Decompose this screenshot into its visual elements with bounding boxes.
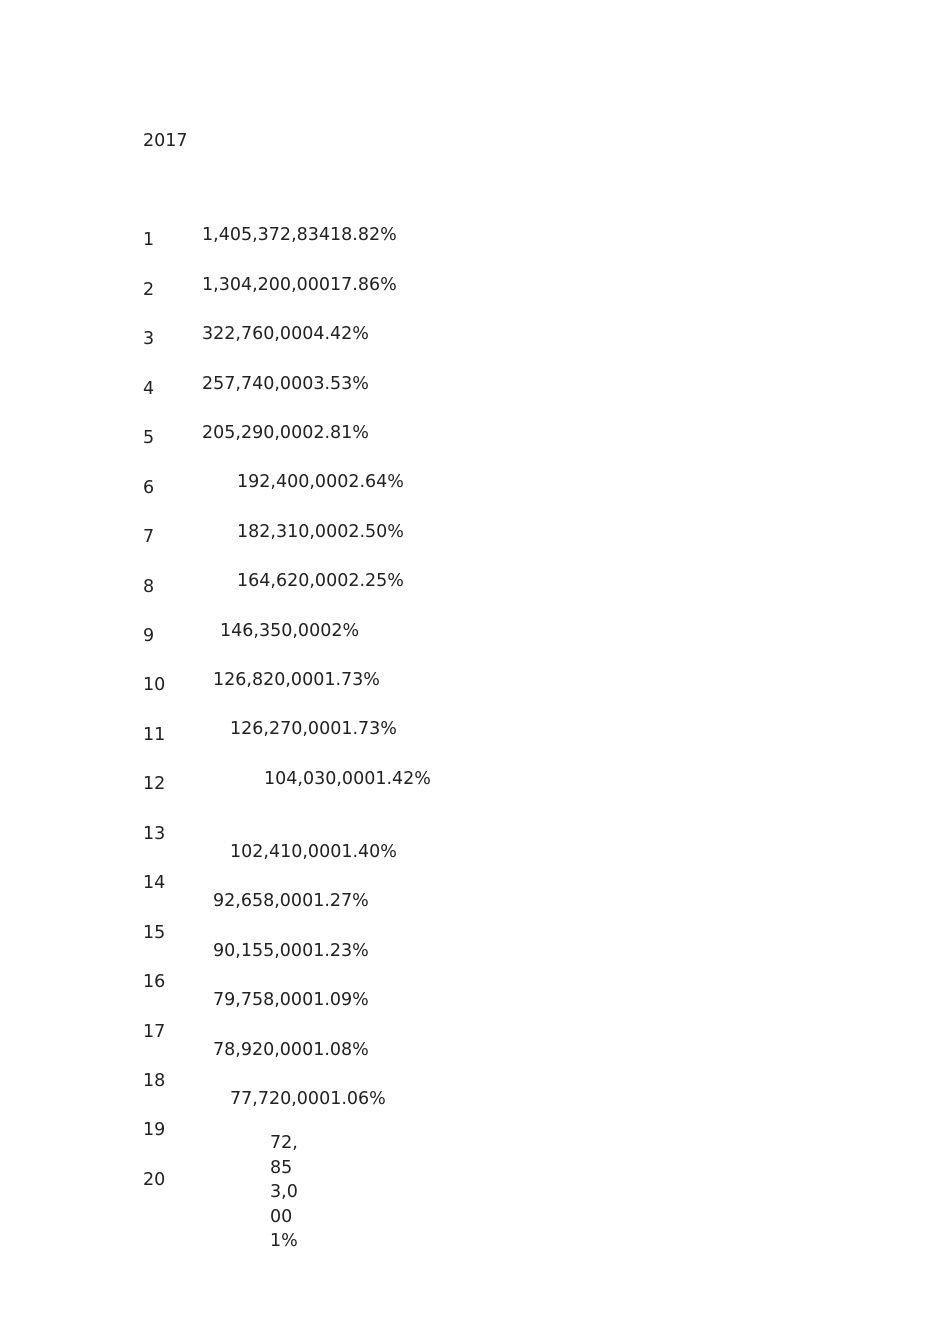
rank-14: 14 xyxy=(143,873,166,893)
value-2: 1,304,200,00017.86% xyxy=(202,275,397,295)
rank-6: 6 xyxy=(143,478,155,498)
value-18: 77,720,0001.06% xyxy=(230,1089,386,1109)
value-15: 90,155,0001.23% xyxy=(213,941,369,961)
rank-15: 15 xyxy=(143,923,166,943)
rank-2: 2 xyxy=(143,280,155,300)
value-5: 205,290,0002.81% xyxy=(202,423,369,443)
value-6: 192,400,0002.64% xyxy=(237,472,404,492)
rank-17: 17 xyxy=(143,1022,166,1042)
value-12: 104,030,0001.42% xyxy=(264,769,431,789)
year-heading: 2017 xyxy=(143,131,188,151)
value-17: 78,920,0001.08% xyxy=(213,1040,369,1060)
rank-10: 10 xyxy=(143,675,166,695)
rank-16: 16 xyxy=(143,972,166,992)
value-3: 322,760,0004.42% xyxy=(202,324,369,344)
rank-7: 7 xyxy=(143,527,155,547)
value-10: 126,820,0001.73% xyxy=(213,670,380,690)
value-7: 182,310,0002.50% xyxy=(237,522,404,542)
rank-4: 4 xyxy=(143,379,155,399)
rank-3: 3 xyxy=(143,329,155,349)
value-14: 92,658,0001.27% xyxy=(213,891,369,911)
value-8: 164,620,0002.25% xyxy=(237,571,404,591)
value-9: 146,350,0002% xyxy=(220,621,360,641)
value-13: 102,410,0001.40% xyxy=(230,842,397,862)
value-11: 126,270,0001.73% xyxy=(230,719,397,739)
rank-12: 12 xyxy=(143,774,166,794)
value-1: 1,405,372,83418.82% xyxy=(202,225,397,245)
value-4: 257,740,0003.53% xyxy=(202,374,369,394)
rank-18: 18 xyxy=(143,1071,166,1091)
rank-1: 1 xyxy=(143,230,155,250)
rank-11: 11 xyxy=(143,725,166,745)
value-19: 72,853,0001% xyxy=(270,1133,298,1251)
rank-20: 20 xyxy=(143,1170,166,1190)
rank-13: 13 xyxy=(143,824,166,844)
rank-5: 5 xyxy=(143,428,155,448)
value-16: 79,758,0001.09% xyxy=(213,990,369,1010)
rank-8: 8 xyxy=(143,577,155,597)
rank-9: 9 xyxy=(143,626,155,646)
rank-19: 19 xyxy=(143,1120,166,1140)
